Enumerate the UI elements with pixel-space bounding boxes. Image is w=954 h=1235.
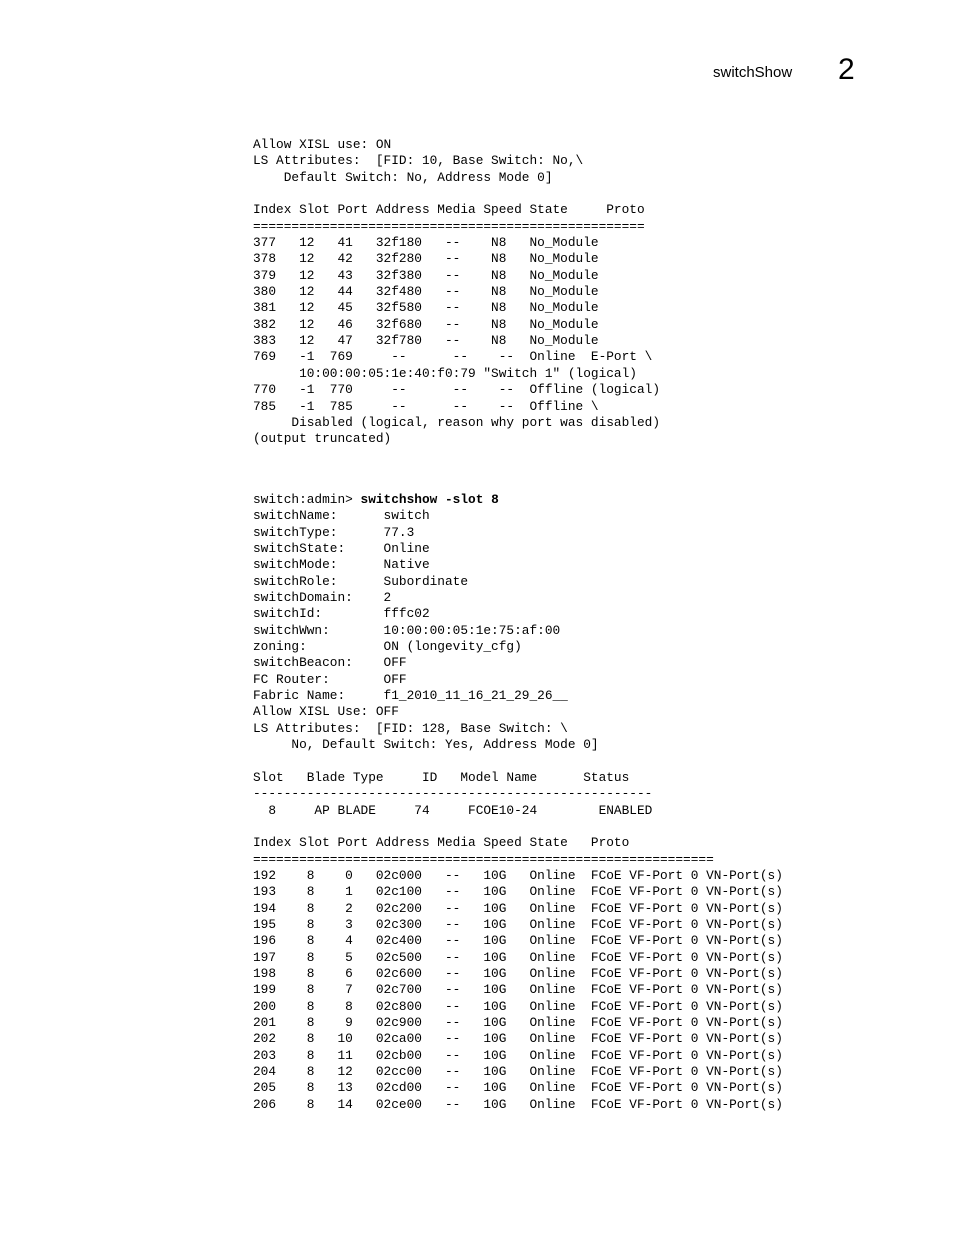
chapter-number: 2 — [838, 53, 855, 86]
code-line: Allow XISL Use: OFF — [253, 704, 399, 720]
table-row: 205 8 13 02cd00 -- 10G Online FCoE VF-Port 0 VN-Port(s) — [253, 1080, 783, 1096]
table-row: 785 -1 785 -- -- -- Offline \ — [253, 398, 599, 414]
code-line: switchMode: Native — [253, 557, 430, 573]
table-rule: ---------------------------------------------------- — [253, 786, 653, 802]
table-row: 192 8 0 02c000 -- 10G Online FCoE VF-Port 0 VN-Port(s) — [253, 867, 783, 883]
table-row: 379 12 43 32f380 -- N8 No_Module — [253, 267, 599, 283]
code-line: switchBeacon: OFF — [253, 655, 407, 671]
code-line: Allow XISL use: ON — [253, 137, 392, 152]
table-header: Slot Blade Type ID Model Name Status — [253, 769, 630, 785]
code-line: switchDomain: 2 — [253, 590, 392, 606]
table-row: 381 12 45 32f580 -- N8 No_Module — [253, 300, 599, 316]
code-line: switchState: Online — [253, 541, 430, 557]
table-row: 193 8 1 02c100 -- 10G Online FCoE VF-Port 0 VN-Port(s) — [253, 884, 783, 900]
table-row: 199 8 7 02c700 -- 10G Online FCoE VF-Port 0 VN-Port(s) — [253, 982, 783, 998]
code-line: FC Router: OFF — [253, 671, 407, 687]
code-line: switchType: 77.3 — [253, 524, 415, 540]
code-line: (output truncated) — [253, 431, 392, 447]
code-line — [253, 819, 783, 835]
table-row: 201 8 9 02c900 -- 10G Online FCoE VF-Port 0 VN-Port(s) — [253, 1015, 783, 1030]
code-line: switchRole: Subordinate — [253, 573, 469, 589]
running-header-title: switchShow — [713, 64, 793, 81]
command-line — [253, 492, 783, 508]
code-line: Default Switch: No, Address Mode 0] — [253, 169, 553, 185]
table-rule: =================================================== — [253, 218, 645, 234]
shell-prompt: switch:admin> — [253, 492, 361, 507]
code-line: switchId: fffc02 — [253, 606, 430, 622]
table-row: 200 8 8 02c800 -- 10G Online FCoE VF-Port 0 VN-Port(s) — [253, 998, 783, 1014]
table-row: 196 8 4 02c400 -- 10G Online FCoE VF-Port 0 VN-Port(s) — [253, 933, 783, 949]
table-header: Index Slot Port Address Media Speed State Proto — [253, 202, 645, 218]
table-row: 198 8 6 02c600 -- 10G Online FCoE VF-Port 0 VN-Port(s) — [253, 965, 783, 981]
table-row: 378 12 42 32f280 -- N8 No_Module — [253, 251, 599, 267]
code-block-output-1 — [253, 137, 660, 448]
code-line — [253, 186, 660, 202]
code-line: zoning: ON (longevity_cfg) — [253, 639, 522, 655]
table-row: 770 -1 770 -- -- -- Offline (logical) — [253, 382, 661, 398]
table-row: 206 8 14 02ce00 -- 10G Online FCoE VF-Port 0 VN-Port(s) — [253, 1096, 783, 1112]
command-text: switchshow -slot 8 — [360, 492, 499, 507]
table-row: 380 12 44 32f480 -- N8 No_Module — [253, 284, 599, 300]
table-row: 197 8 5 02c500 -- 10G Online FCoE VF-Port 0 VN-Port(s) — [253, 949, 783, 965]
code-block-output-2 — [253, 492, 783, 1113]
table-row: 382 12 46 32f680 -- N8 No_Module — [253, 316, 599, 332]
table-row: 383 12 47 32f780 -- N8 No_Module — [253, 333, 599, 349]
table-row: 8 AP BLADE 74 FCOE10-24 ENABLED — [253, 802, 653, 818]
code-line: No, Default Switch: Yes, Address Mode 0] — [253, 737, 599, 753]
table-row: 203 8 11 02cb00 -- 10G Online FCoE VF-Port 0 VN-Port(s) — [253, 1047, 783, 1063]
code-line: switchName: switch — [253, 508, 430, 524]
table-row: 204 8 12 02cc00 -- 10G Online FCoE VF-Port 0 VN-Port(s) — [253, 1064, 783, 1080]
code-line: LS Attributes: [FID: 10, Base Switch: No,\ — [253, 153, 584, 169]
table-row: 10:00:00:05:1e:40:f0:79 "Switch 1" (logical) — [253, 365, 637, 381]
table-header: Index Slot Port Address Media Speed State Proto — [253, 835, 630, 851]
table-row: 769 -1 769 -- -- -- Online E-Port \ — [253, 349, 653, 365]
code-line: Fabric Name: f1_2010_11_16_21_29_26__ — [253, 688, 568, 704]
code-line — [253, 754, 783, 770]
table-row: 202 8 10 02ca00 -- 10G Online FCoE VF-Port 0 VN-Port(s) — [253, 1031, 783, 1047]
table-row: Disabled (logical, reason why port was disabled) — [253, 414, 661, 430]
code-line: switchWwn: 10:00:00:05:1e:75:af:00 — [253, 622, 561, 638]
code-line: LS Attributes: [FID: 128, Base Switch: \ — [253, 720, 568, 736]
table-row: 377 12 41 32f180 -- N8 No_Module — [253, 235, 599, 251]
table-row: 195 8 3 02c300 -- 10G Online FCoE VF-Port 0 VN-Port(s) — [253, 916, 783, 932]
table-row: 194 8 2 02c200 -- 10G Online FCoE VF-Port 0 VN-Port(s) — [253, 900, 783, 916]
table-rule: ============================================================ — [253, 851, 714, 867]
